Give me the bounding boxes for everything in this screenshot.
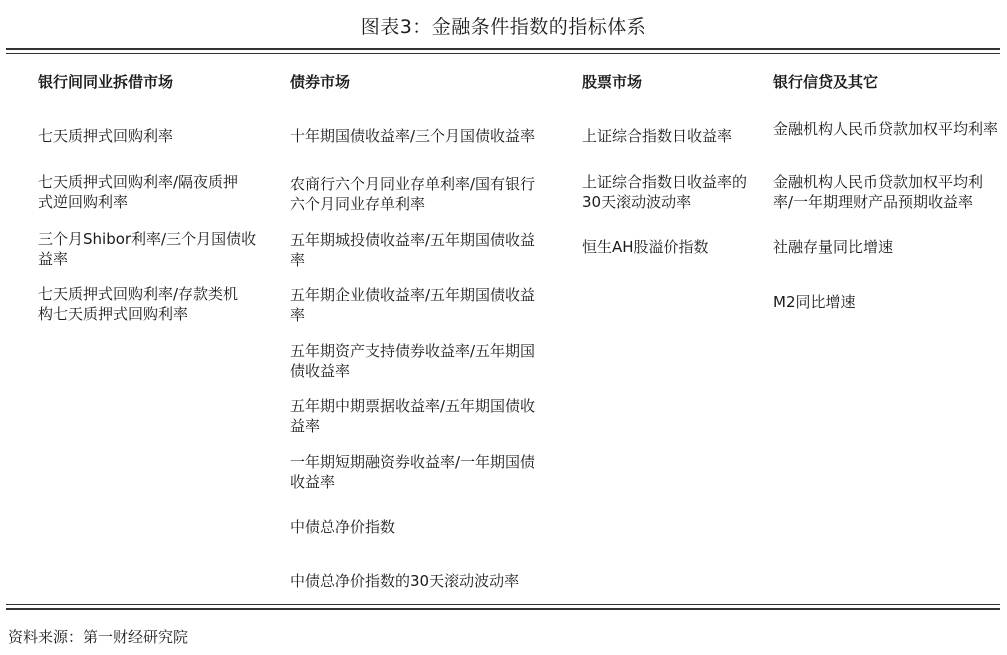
indicator-cell: 金融机构人民币贷款加权平均利率 — [773, 120, 999, 138]
indicator-cell: M2同比增速 — [773, 293, 856, 311]
bottom-rule-thick — [6, 608, 1000, 610]
indicator-cell: 五年期中期票据收益率/五年期国债收益率 — [290, 397, 536, 435]
indicator-cell: 金融机构人民币贷款加权平均利率/一年期理财产品预期收益率 — [773, 173, 984, 211]
column-header-credit: 银行信贷及其它 — [773, 73, 879, 91]
indicator-cell: 三个月Shibor利率/三个月国债收益率 — [38, 230, 257, 268]
column-header-interbank: 银行间同业拆借市场 — [38, 73, 174, 91]
column-bond-market — [290, 72, 555, 590]
indicator-cell: 一年期短期融资券收益率/一年期国债收益率 — [290, 453, 536, 491]
column-bank-credit — [773, 72, 1001, 311]
indicator-cell: 上证综合指数日收益率的30天滚动波动率 — [582, 173, 748, 211]
top-rule-thin — [6, 53, 1000, 54]
indicator-cell: 五年期企业债收益率/五年期国债收益率 — [290, 286, 536, 324]
indicator-cell: 中债总净价指数的30天滚动波动率 — [290, 572, 520, 590]
column-header-stock: 股票市场 — [582, 73, 643, 91]
column-stock-market — [582, 72, 752, 256]
indicator-cell: 上证综合指数日收益率 — [582, 127, 733, 145]
indicator-cell: 恒生AH股溢价指数 — [582, 238, 709, 256]
figure-title: 图表3：金融条件指数的指标体系 — [360, 16, 647, 38]
source-note: 资料来源：第一财经研究院 — [8, 628, 189, 646]
indicator-cell: 七天质押式回购利率 — [38, 127, 174, 145]
indicator-cell: 五年期资产支持债券收益率/五年期国债收益率 — [290, 342, 536, 380]
indicator-cell: 中债总净价指数 — [290, 518, 396, 536]
indicator-cell: 七天质押式回购利率/存款类机构七天质押式回购利率 — [38, 285, 239, 323]
indicator-cell: 农商行六个月同业存单利率/国有银行六个月同业存单利率 — [290, 175, 536, 213]
indicator-cell: 五年期城投债收益率/五年期国债收益率 — [290, 231, 536, 269]
column-interbank-market — [38, 72, 268, 323]
indicator-cell: 社融存量同比增速 — [773, 238, 894, 256]
indicator-cell: 七天质押式回购利率/隔夜质押式逆回购利率 — [38, 173, 239, 211]
top-rule-thick — [6, 48, 1000, 50]
indicator-cell: 十年期国债收益率/三个月国债收益率 — [290, 127, 536, 145]
column-header-bond: 债券市场 — [290, 73, 351, 91]
bottom-rule-thin — [6, 604, 1000, 605]
